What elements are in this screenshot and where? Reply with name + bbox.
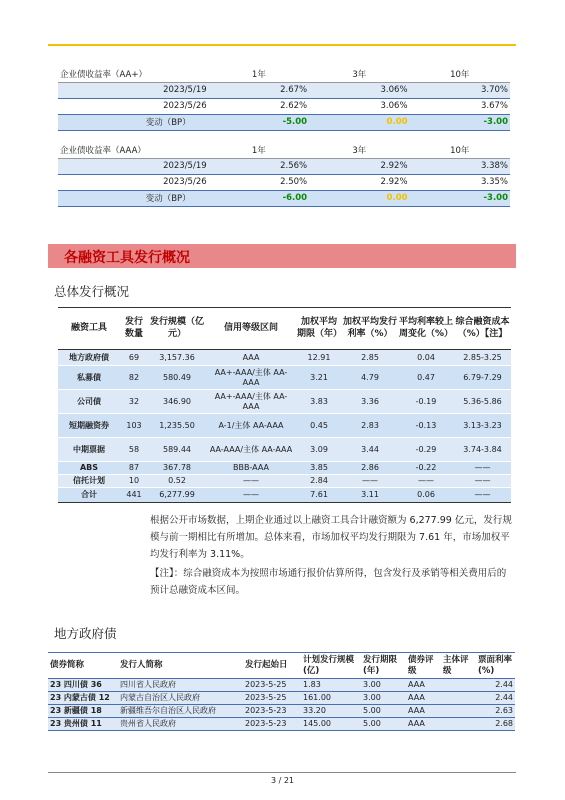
summary-paragraph: 根据公开市场数据，上期企业通过以上融资工具合计融资额为 6,277.99 亿元，发行规模与前一期相比有所增加。总体来看，市场加权平均发行期限为 7.61 年，市场加权平均发行利率为 3.11%。 [150,515,512,560]
data-cell [441,692,476,705]
table-row [58,82,510,98]
data-cell: 2023-5-23 [243,718,301,731]
instrument-name: 地方政府债 [58,350,120,366]
page-number: 3 / 21 [270,776,295,785]
table-title: 企业债收益率（AAA） [58,142,209,158]
table-row [58,414,511,438]
data-cell: —— [398,475,454,488]
value-cell: 2.92% [309,174,409,190]
data-cell: —— [454,488,511,503]
data-cell: 2.85-3.25 [454,350,511,366]
col-3y: 3年 [309,66,409,82]
data-cell: 0.47 [398,366,454,390]
note-paragraph: 【注】：综合融资成本为按照市场通行报价估算所得，包含发行及承销等相关费用后的预计总融资成本区间。 [150,568,507,596]
data-cell: —— [206,475,296,488]
data-cell: 2.83 [342,414,398,438]
data-cell: 2.44 [476,679,515,692]
data-cell: 新疆维吾尔自治区人民政府 [118,705,243,718]
date-cell: 2023/5/26 [58,98,209,114]
col-3y: 3年 [309,142,409,158]
data-cell: 2.84 [296,475,342,488]
header-cell: 主体评级 [441,653,476,679]
data-cell: 3.74-3.84 [454,438,511,462]
data-cell: 69 [120,350,148,366]
header-rule [48,44,516,46]
data-cell: 33.20 [301,705,361,718]
value-cell: 2.56% [209,158,309,174]
header-cell: 加权平均发行利率（%） [342,308,398,350]
col-1y: 1年 [209,142,309,158]
data-cell: AA-AAA/主体 AA-AAA [206,438,296,462]
data-cell: 5.00 [361,705,406,718]
data-cell: 580.49 [148,366,206,390]
data-cell: -0.22 [398,462,454,475]
data-cell: 0.52 [148,475,206,488]
value-cell: 3.06% [309,82,409,98]
date-cell: 2023/5/19 [58,82,209,98]
data-cell: 3.85 [296,462,342,475]
data-cell: 2.44 [476,692,515,705]
data-cell: 2.63 [476,705,515,718]
data-cell: 7.61 [296,488,342,503]
header-cell: 平均利率较上周变化（%） [398,308,454,350]
table-header-row [58,308,511,350]
header-cell: 计划发行规模(亿) [301,653,361,679]
data-cell: 87 [120,462,148,475]
data-cell: AAA [406,692,441,705]
header-cell: 发行起始日 [243,653,301,679]
header-cell: 综合融资成本（%）【注】 [454,308,511,350]
data-cell: 2023-5-25 [243,692,301,705]
instrument-name: 公司债 [58,390,120,414]
data-cell: 103 [120,414,148,438]
data-cell: 346.90 [148,390,206,414]
data-cell: 3.21 [296,366,342,390]
data-cell: 441 [120,488,148,503]
data-cell: 58 [120,438,148,462]
col-1y: 1年 [209,66,309,82]
value-cell: 3.06% [309,98,409,114]
value-cell: 3.67% [410,98,510,114]
bond-name: 23 内蒙古债 12 [48,692,118,705]
data-cell: —— [454,462,511,475]
data-cell: 589.44 [148,438,206,462]
table-title: 企业债收益率（AA+） [58,66,209,82]
change-label: 变动（BP） [58,190,209,206]
yield-table-aa-plus [58,66,510,131]
change-label: 变动（BP） [58,114,209,130]
bond-name: 23 新疆债 18 [48,705,118,718]
section-title: 各融资工具发行概况 [64,250,190,266]
data-cell: 3.11 [342,488,398,503]
value-cell: 3.38% [410,158,510,174]
header-cell: 债券简称 [48,653,118,679]
data-cell: 3.13-3.23 [454,414,511,438]
col-10y: 10年 [410,66,510,82]
instrument-name: 私募债 [58,366,120,390]
data-cell [441,679,476,692]
value-cell: 3.35% [410,174,510,190]
data-cell: 10 [120,475,148,488]
header-cell: 融资工具 [58,308,120,350]
yield-table-aaa [58,142,510,207]
table-header-row [48,653,515,679]
data-cell: -0.13 [398,414,454,438]
data-cell: 12.91 [296,350,342,366]
change-row [58,114,510,130]
instrument-name: 中期票据 [58,438,120,462]
table-row [58,462,511,475]
data-cell: 3.44 [342,438,398,462]
data-cell: A-1/主体 AA-AAA [206,414,296,438]
section-banner [48,244,516,268]
data-cell: -0.29 [398,438,454,462]
change-value: 0.00 [309,114,409,130]
data-cell: AA+-AAA/主体 AA-AAA [206,390,296,414]
change-value: -5.00 [209,114,309,130]
data-cell: AAA [406,705,441,718]
table-row [58,488,511,503]
data-cell: AA+-AAA/主体 AA-AAA [206,366,296,390]
data-cell: 四川省人民政府 [118,679,243,692]
bond-name: 23 贵州债 11 [48,718,118,731]
header-cell: 加权平均期限（年） [296,308,342,350]
header-cell: 发行规模（亿元） [148,308,206,350]
data-cell [441,718,476,731]
data-cell: 2.86 [342,462,398,475]
value-cell: 2.50% [209,174,309,190]
data-cell: 161.00 [301,692,361,705]
table-row [58,438,511,462]
header-cell: 债券评级 [406,653,441,679]
data-cell: 3,157.36 [148,350,206,366]
data-cell: —— [342,475,398,488]
data-cell: -0.19 [398,390,454,414]
data-cell: 内蒙古自治区人民政府 [118,692,243,705]
data-cell: 2023-5-23 [243,705,301,718]
data-cell: 0.06 [398,488,454,503]
header-cell: 发行数量 [120,308,148,350]
data-cell: 1,235.50 [148,414,206,438]
instrument-name: 合计 [58,488,120,503]
data-cell: 0.04 [398,350,454,366]
instrument-name: 信托计划 [58,475,120,488]
data-cell: 3.00 [361,679,406,692]
change-value: -3.00 [410,190,510,206]
table-row [48,718,515,731]
value-cell: 2.92% [309,158,409,174]
table-row [58,366,511,390]
value-cell: 3.70% [410,82,510,98]
change-value: -6.00 [209,190,309,206]
data-cell [441,705,476,718]
data-cell: 2.85 [342,350,398,366]
local-bond-table [48,652,515,731]
data-cell: 82 [120,366,148,390]
header-cell: 发行人简称 [118,653,243,679]
value-cell: 2.62% [209,98,309,114]
table-row [48,705,515,718]
data-cell: 3.83 [296,390,342,414]
footer-rule [48,772,516,773]
data-cell: AAA [406,679,441,692]
instrument-name: 短期融资券 [58,414,120,438]
data-cell: 367.78 [148,462,206,475]
header-cell: 信用等级区间 [206,308,296,350]
value-cell: 2.67% [209,82,309,98]
change-row [58,190,510,206]
change-value: -3.00 [410,114,510,130]
bond-name: 23 四川债 36 [48,679,118,692]
change-value: 0.00 [309,190,409,206]
issuance-table [58,307,511,503]
data-cell: 0.45 [296,414,342,438]
date-cell: 2023/5/26 [58,174,209,190]
data-cell: 2023-5-25 [243,679,301,692]
table-header-row [58,142,510,158]
table-row [58,350,511,366]
data-cell: 3.00 [361,692,406,705]
data-cell: 1.83 [301,679,361,692]
header-cell: 发行期限(年) [361,653,406,679]
date-cell: 2023/5/19 [58,158,209,174]
local-gov-title: 地方政府债 [54,626,117,641]
table-row [48,679,515,692]
data-cell: 3.36 [342,390,398,414]
data-cell: AAA [206,350,296,366]
header-cell: 票面利率(%) [476,653,515,679]
table-row [58,98,510,114]
data-cell: 6,277.99 [148,488,206,503]
table-row [58,390,511,414]
data-cell: 32 [120,390,148,414]
data-cell: 5.36-5.86 [454,390,511,414]
data-cell: AAA [406,718,441,731]
data-cell: 4.79 [342,366,398,390]
data-cell: 5.00 [361,718,406,731]
table-row [48,692,515,705]
data-cell: 3.09 [296,438,342,462]
table-row [58,174,510,190]
data-cell: —— [454,475,511,488]
data-cell: —— [206,488,296,503]
overview-title: 总体发行概况 [54,284,130,299]
data-cell: 2.68 [476,718,515,731]
instrument-name: ABS [58,462,120,475]
data-cell: 6.79-7.29 [454,366,511,390]
table-row [58,158,510,174]
col-10y: 10年 [410,142,510,158]
data-cell: 145.00 [301,718,361,731]
data-cell: BBB-AAA [206,462,296,475]
data-cell: 贵州省人民政府 [118,718,243,731]
table-row [58,475,511,488]
table-header-row [58,66,510,82]
